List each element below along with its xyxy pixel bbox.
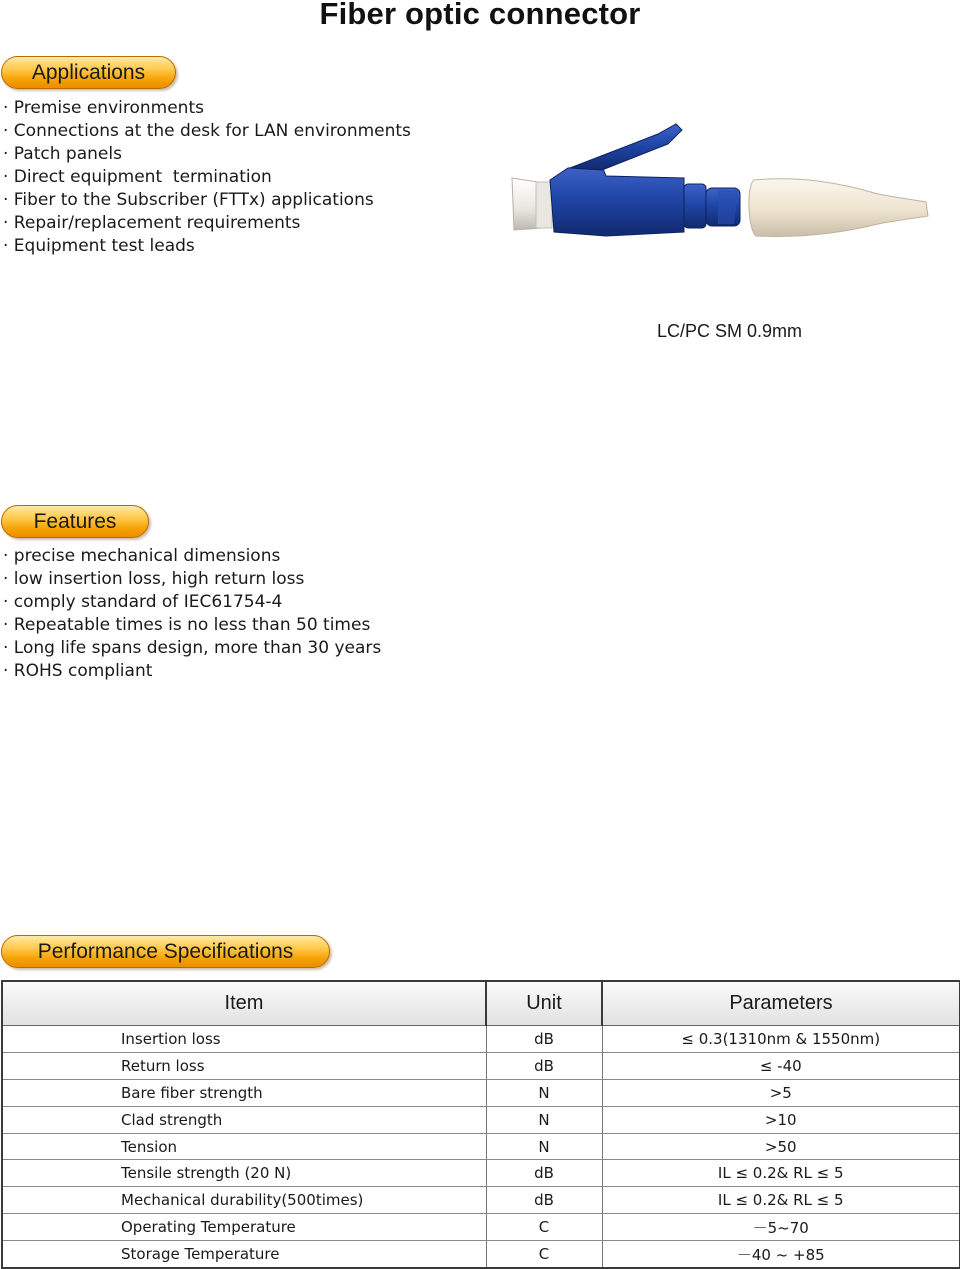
table-row bbox=[2, 1160, 960, 1187]
list-item: · precise mechanical dimensions bbox=[3, 546, 281, 566]
table-row bbox=[2, 1133, 960, 1160]
table-header-row bbox=[2, 981, 960, 1026]
table-row bbox=[2, 1241, 960, 1268]
cell-unit: dB bbox=[486, 1026, 602, 1053]
cell-unit: dB bbox=[486, 1187, 602, 1214]
cell-unit: dB bbox=[486, 1052, 602, 1079]
cell-item: Bare fiber strength bbox=[2, 1079, 486, 1106]
list-item: · ROHS compliant bbox=[3, 661, 153, 681]
list-item: · comply standard of IEC61754-4 bbox=[3, 592, 283, 612]
table-row bbox=[2, 1026, 960, 1053]
list-item: · Patch panels bbox=[3, 144, 122, 164]
cell-item: Return loss bbox=[2, 1052, 486, 1079]
applications-list bbox=[3, 97, 411, 258]
list-item: · Direct equipment termination bbox=[3, 167, 272, 187]
cell-parameter: ≤ -40 bbox=[602, 1052, 960, 1079]
cell-unit: N bbox=[486, 1106, 602, 1133]
column-header-unit: Unit bbox=[486, 981, 602, 1026]
features-list bbox=[3, 545, 381, 683]
list-item: · Equipment test leads bbox=[3, 236, 195, 256]
cell-parameter: IL ≤ 0.2& RL ≤ 5 bbox=[602, 1160, 960, 1187]
column-header-parameters: Parameters bbox=[602, 981, 960, 1026]
product-caption: LC/PC SM 0.9mm bbox=[657, 321, 803, 341]
lc-connector-photo bbox=[498, 120, 934, 250]
table-row bbox=[2, 1214, 960, 1241]
cell-item: Operating Temperature bbox=[2, 1214, 486, 1241]
cell-parameter: －40 ~ +85 bbox=[602, 1241, 960, 1268]
list-item: · Long life spans design, more than 30 years bbox=[3, 638, 382, 658]
cell-unit: C bbox=[486, 1214, 602, 1241]
cell-unit: N bbox=[486, 1133, 602, 1160]
list-item: · Repair/replacement requirements bbox=[3, 213, 301, 233]
page-title: Fiber optic connector bbox=[319, 0, 641, 31]
cell-unit: dB bbox=[486, 1160, 602, 1187]
list-item: · low insertion loss, high return loss bbox=[3, 569, 305, 589]
column-header-item: Item bbox=[2, 981, 486, 1026]
cell-item: Insertion loss bbox=[2, 1026, 486, 1053]
cell-unit: C bbox=[486, 1241, 602, 1268]
table-row bbox=[2, 1079, 960, 1106]
cell-item: Clad strength bbox=[2, 1106, 486, 1133]
performance-heading: Performance Specifications bbox=[1, 935, 330, 968]
cell-item: Storage Temperature bbox=[2, 1241, 486, 1268]
list-item: · Fiber to the Subscriber (FTTx) applications bbox=[3, 190, 374, 210]
cell-parameter: ≤ 0.3(1310nm & 1550nm) bbox=[602, 1026, 960, 1053]
cell-parameter: >10 bbox=[602, 1106, 960, 1133]
table-row bbox=[2, 1052, 960, 1079]
cell-parameter: IL ≤ 0.2& RL ≤ 5 bbox=[602, 1187, 960, 1214]
list-item: · Premise environments bbox=[3, 98, 204, 118]
list-item: · Repeatable times is no less than 50 times bbox=[3, 615, 371, 635]
cell-item: Mechanical durability(500times) bbox=[2, 1187, 486, 1214]
cell-item: Tensile strength (20 N) bbox=[2, 1160, 486, 1187]
spec-table bbox=[1, 980, 960, 1269]
cell-parameter: >5 bbox=[602, 1079, 960, 1106]
cell-item: Tension bbox=[2, 1133, 486, 1160]
table-row bbox=[2, 1187, 960, 1214]
list-item: · Connections at the desk for LAN environments bbox=[3, 121, 411, 141]
table-row bbox=[2, 1106, 960, 1133]
cell-parameter: －5~70 bbox=[602, 1214, 960, 1241]
features-heading: Features bbox=[1, 505, 149, 538]
applications-heading: Applications bbox=[1, 56, 176, 89]
cell-unit: N bbox=[486, 1079, 602, 1106]
cell-parameter: >50 bbox=[602, 1133, 960, 1160]
